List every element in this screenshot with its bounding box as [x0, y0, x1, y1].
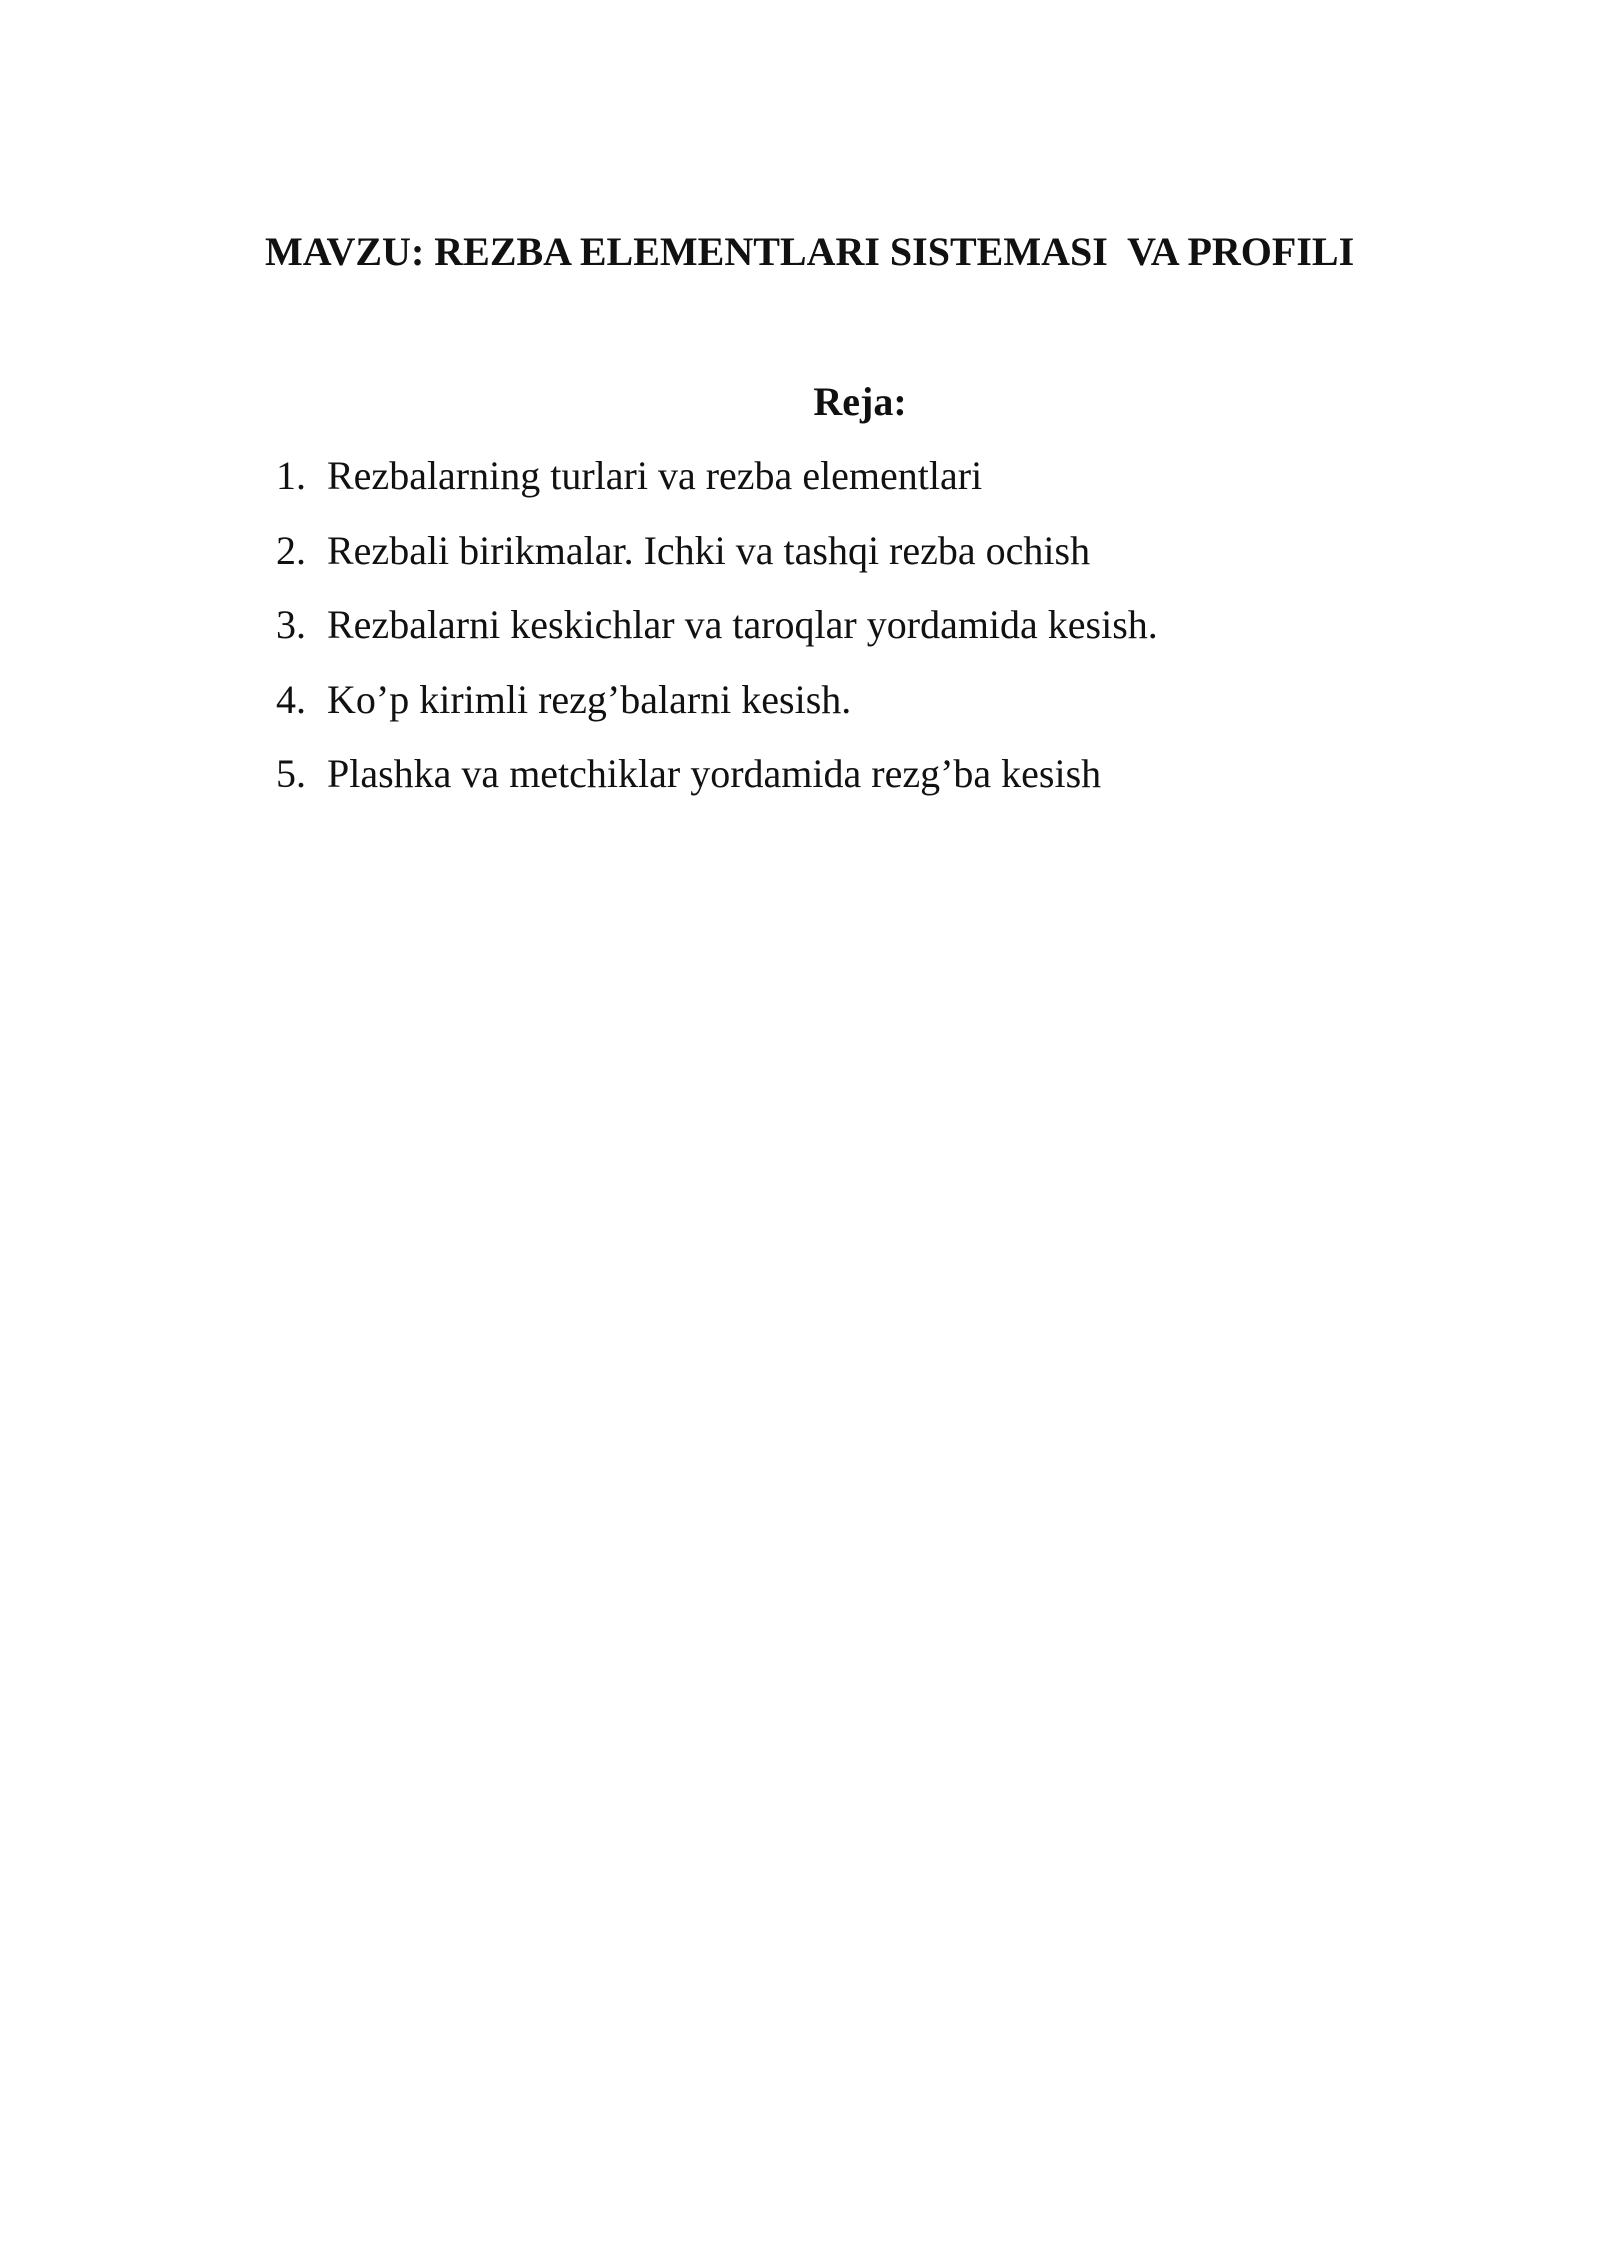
- plan-item-number: 1.: [276, 453, 306, 498]
- plan-item: [276, 597, 1158, 653]
- plan-item: [276, 746, 1158, 802]
- plan-list: [276, 448, 1158, 821]
- plan-item: [276, 523, 1158, 579]
- plan-item-number: 3.: [276, 602, 306, 647]
- plan-item: [276, 672, 1158, 728]
- plan-item-text: Rezbali birikmalar. Ichki va tashqi rezba ochish: [327, 527, 1091, 573]
- plan-item-number: 2.: [276, 527, 306, 573]
- plan-item-number: 5.: [276, 751, 306, 796]
- plan-item-text: Rezbalarning turlari va rezba elementlari: [327, 453, 983, 498]
- plan-item-text: Ko’p kirimli rezg’balarni kesish.: [327, 676, 852, 722]
- plan-item: [276, 448, 1158, 504]
- plan-item-text: Rezbalarni keskichlar va taroqlar yordamida kesish.: [327, 602, 1158, 647]
- plan-item-text: Plashka va metchiklar yordamida rezg’ba kesish: [327, 751, 1102, 796]
- plan-item-number: 4.: [276, 676, 306, 722]
- plan-heading: Reja:: [813, 379, 907, 424]
- topic-title: MAVZU: REZBA ELEMENTLARI SISTEMASI VA PROFILI: [265, 229, 1355, 274]
